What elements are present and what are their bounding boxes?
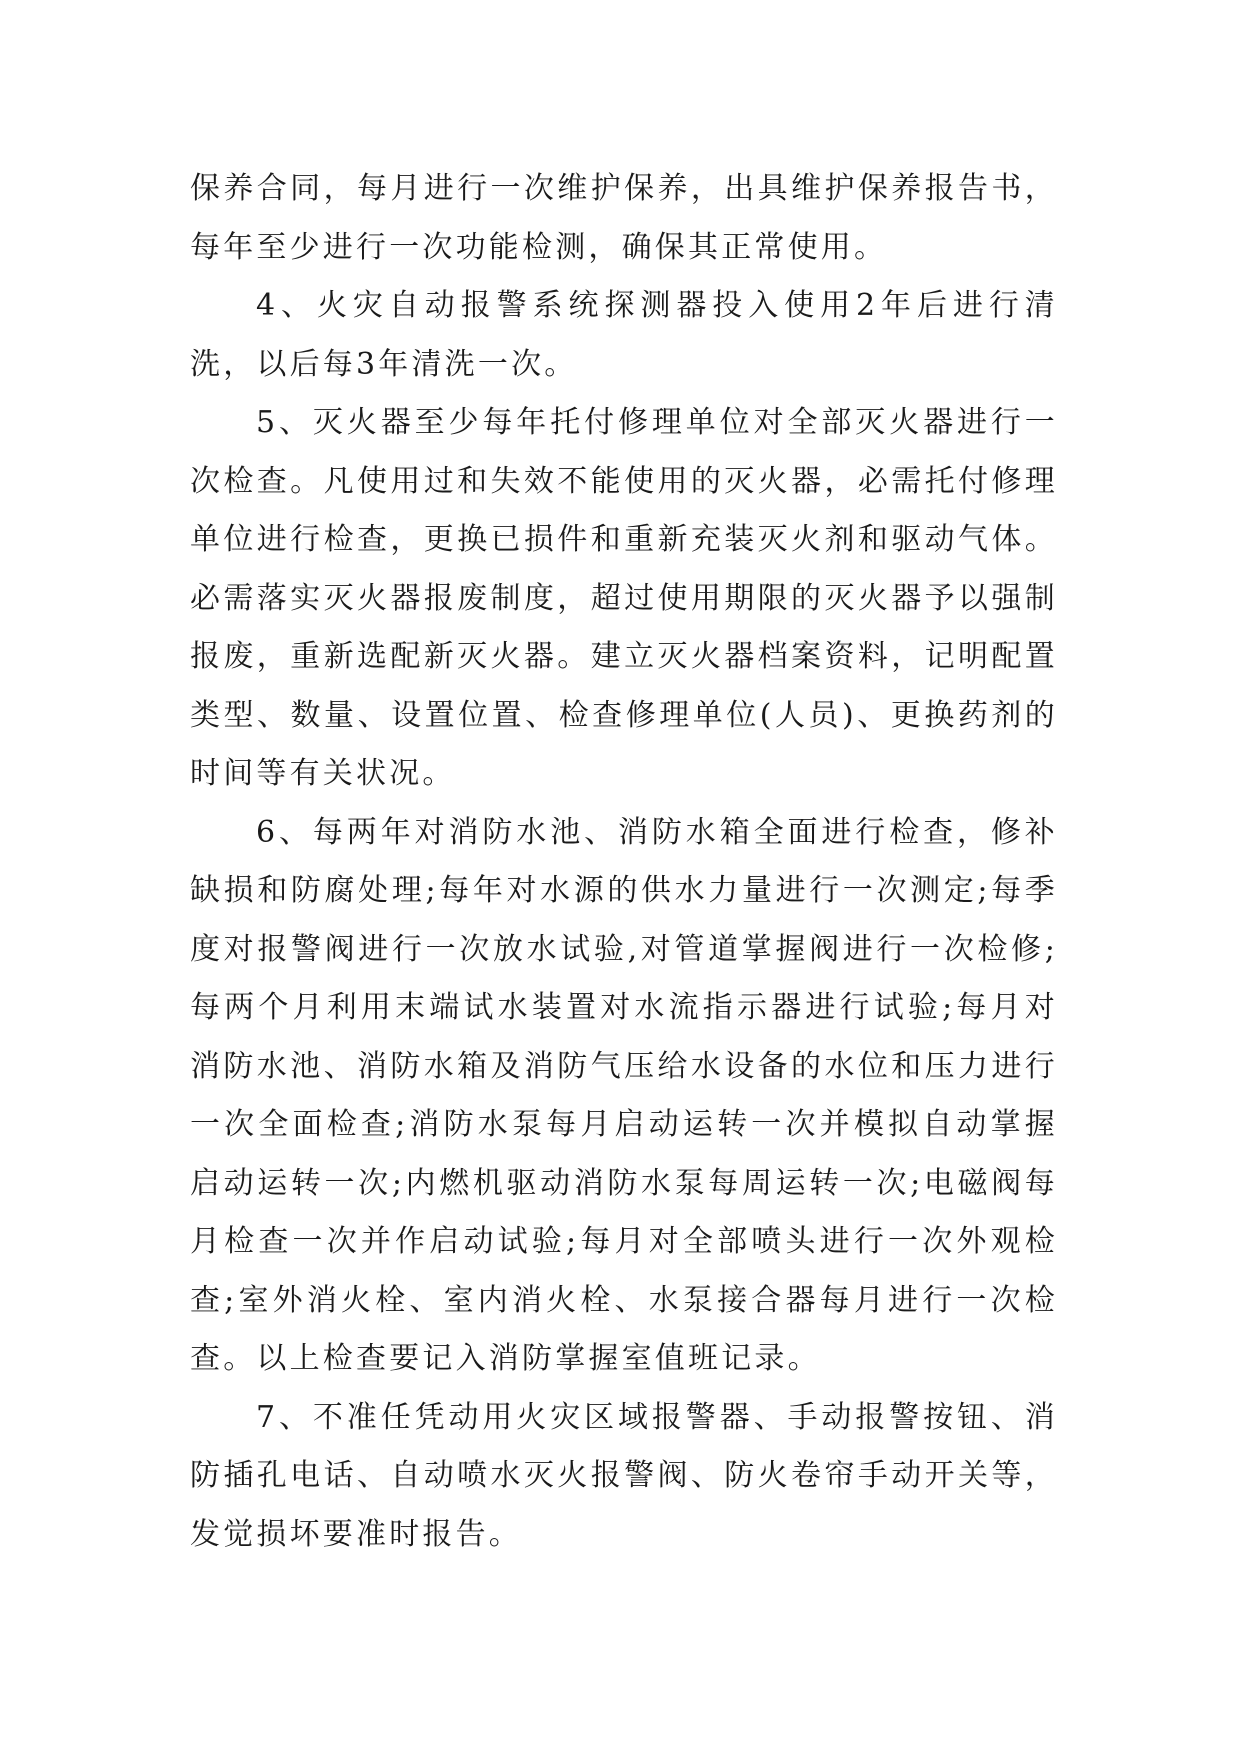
paragraph-item-7: 7、不准任凭动用火灾区域报警器、手动报警按钮、消防插孔电话、自动喷水灭火报警阀、防火卷帘手动开关等，发觉损坏要准时报告。 [190,1399,1058,1552]
document-body [190,160,1058,1564]
paragraph-continuation: 保养合同，每月进行一次维护保养，出具维护保养报告书，每年至少进行一次功能检测，确保其正常使用。 [190,171,1058,265]
paragraph-item-6: 6、每两年对消防水池、消防水箱全面进行检查，修补缺损和防腐处理;每年对水源的供水力量进行一次测定;每季度对报警阀进行一次放水试验,对管道掌握阀进行一次检修;每两个月利用末端试水装置对水流指示器进行试验;每月对消防水池、消防水箱及消防气压给水设备的水位和压力进行一次全面检查;消防水泵每月启动运转一次并模拟自动掌握启动运转一次;内燃机驱动消防水泵每周运转一次;电磁阀每月检查一次并作启动试验;每月对全部喷头进行一次外观检查;室外消火栓、室内消火栓、水泵接合器每月进行一次检查。以上检查要记入消防掌握室值班记录。 [190,814,1058,1376]
paragraph-item-5: 5、灭火器至少每年托付修理单位对全部灭火器进行一次检查。凡使用过和失效不能使用的灭火器，必需托付修理单位进行检查，更换已损件和重新充装灭火剂和驱动气体。必需落实灭火器报废制度，超过使用期限的灭火器予以强制报废，重新选配新灭火器。建立灭火器档案资料，记明配置类型、数量、设置位置、检查修理单位(人员)、更换药剂的时间等有关状况。 [190,405,1058,791]
paragraph-item-4: 4、火灾自动报警系统探测器投入使用2年后进行清洗，以后每3年清洗一次。 [190,288,1058,382]
